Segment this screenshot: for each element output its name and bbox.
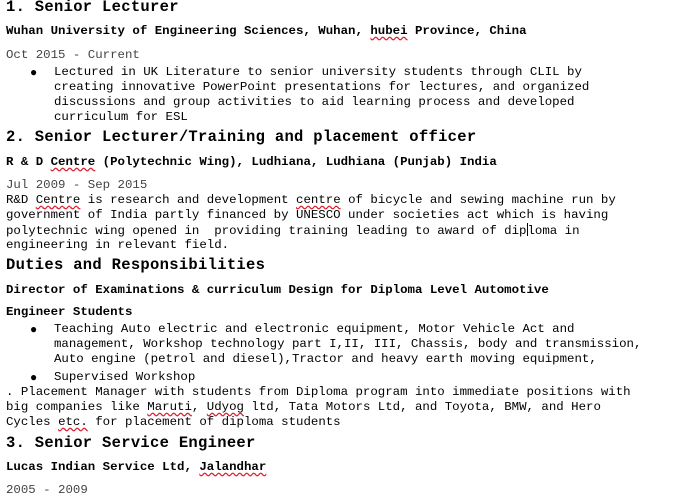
date-range: 2005 - 2009 xyxy=(6,483,88,497)
bullet-icon: ● xyxy=(30,371,38,385)
bullet-text: curriculum for ESL xyxy=(54,110,188,124)
text-run: is research and development xyxy=(80,193,297,207)
org-text: Lucas Indian Service Ltd, xyxy=(6,460,200,474)
section-title: 1. Senior Lecturer xyxy=(6,0,179,16)
bullet-icon: ● xyxy=(30,323,38,337)
organization-line xyxy=(6,24,527,39)
text-run: big companies like xyxy=(6,400,148,414)
misspelled-word: Centre xyxy=(35,193,81,207)
misspelled-word: Maruti xyxy=(147,400,192,414)
section-title: 3. Senior Service Engineer xyxy=(6,434,256,452)
text-run: Cycles xyxy=(6,415,59,429)
misspelled-word: Jalandhar xyxy=(199,460,267,474)
paragraph-line: government of India partly financed by UNESCO under societies act which is having xyxy=(6,208,609,222)
organization-line xyxy=(6,460,266,475)
date-range: Oct 2015 - Current xyxy=(6,48,140,62)
text-run: of bicycle and sewing machine run by xyxy=(340,193,616,207)
text-run: R&D xyxy=(6,193,36,207)
bullet-text: Teaching Auto electric and electronic equipment, Motor Vehicle Act and xyxy=(54,322,575,336)
org-text: Province, China xyxy=(407,24,527,38)
bullet-text: discussions and group activities to aid learning process and developed xyxy=(54,95,575,109)
date-range: Jul 2009 - Sep 2015 xyxy=(6,178,148,192)
paragraph-line: engineering in relevant field. xyxy=(6,238,230,252)
bullet-text: Lectured in UK Literature to senior university students through CLIL by xyxy=(54,65,582,79)
organization-line xyxy=(6,155,497,170)
text-run: for placement of diploma students xyxy=(87,415,341,429)
role-line: Director of Examinations & curriculum Design for Diploma Level Automotive xyxy=(6,283,549,297)
bullet-icon: ● xyxy=(30,66,38,80)
bullet-text: management, Workshop technology part I,II, III, Chassis, body and transmission, xyxy=(54,337,642,351)
misspelled-word: etc. xyxy=(58,415,88,429)
paragraph-line: . Placement Manager with students from Diploma program into immediate positions with xyxy=(6,385,631,399)
subheading: Duties and Responsibilities xyxy=(6,256,266,274)
text-run: polytechnic wing opened in providing training leading to award of dip xyxy=(6,224,527,238)
paragraph-line xyxy=(6,400,601,415)
misspelled-word: centre xyxy=(296,193,341,207)
bullet-text: Auto engine (petrol and diesel),Tractor and heavy earth moving equipment, xyxy=(54,352,597,366)
text-run: , xyxy=(191,400,207,414)
bullet-text: creating innovative PowerPoint presentations for lectures, and organized xyxy=(54,80,590,94)
paragraph-line xyxy=(6,193,616,208)
misspelled-word: hubei xyxy=(370,24,408,38)
misspelled-word: Centre xyxy=(50,155,96,169)
section-title: 2. Senior Lecturer/Training and placement officer xyxy=(6,128,477,146)
paragraph-line xyxy=(6,415,341,430)
paragraph-line xyxy=(6,223,580,239)
org-text: Wuhan University of Engineering Sciences, Wuhan, xyxy=(6,24,371,38)
org-text: R & D xyxy=(6,155,51,169)
misspelled-word: Udyog xyxy=(206,400,244,414)
text-run: loma in xyxy=(527,224,580,238)
org-text: (Polytechnic Wing), Ludhiana, Ludhiana (Punjab) India xyxy=(95,155,497,169)
text-run: ltd, Tata Motors Ltd, and Toyota, BMW, and Hero xyxy=(243,400,601,414)
bullet-text: Supervised Workshop xyxy=(54,370,196,384)
role-line: Engineer Students xyxy=(6,305,133,319)
